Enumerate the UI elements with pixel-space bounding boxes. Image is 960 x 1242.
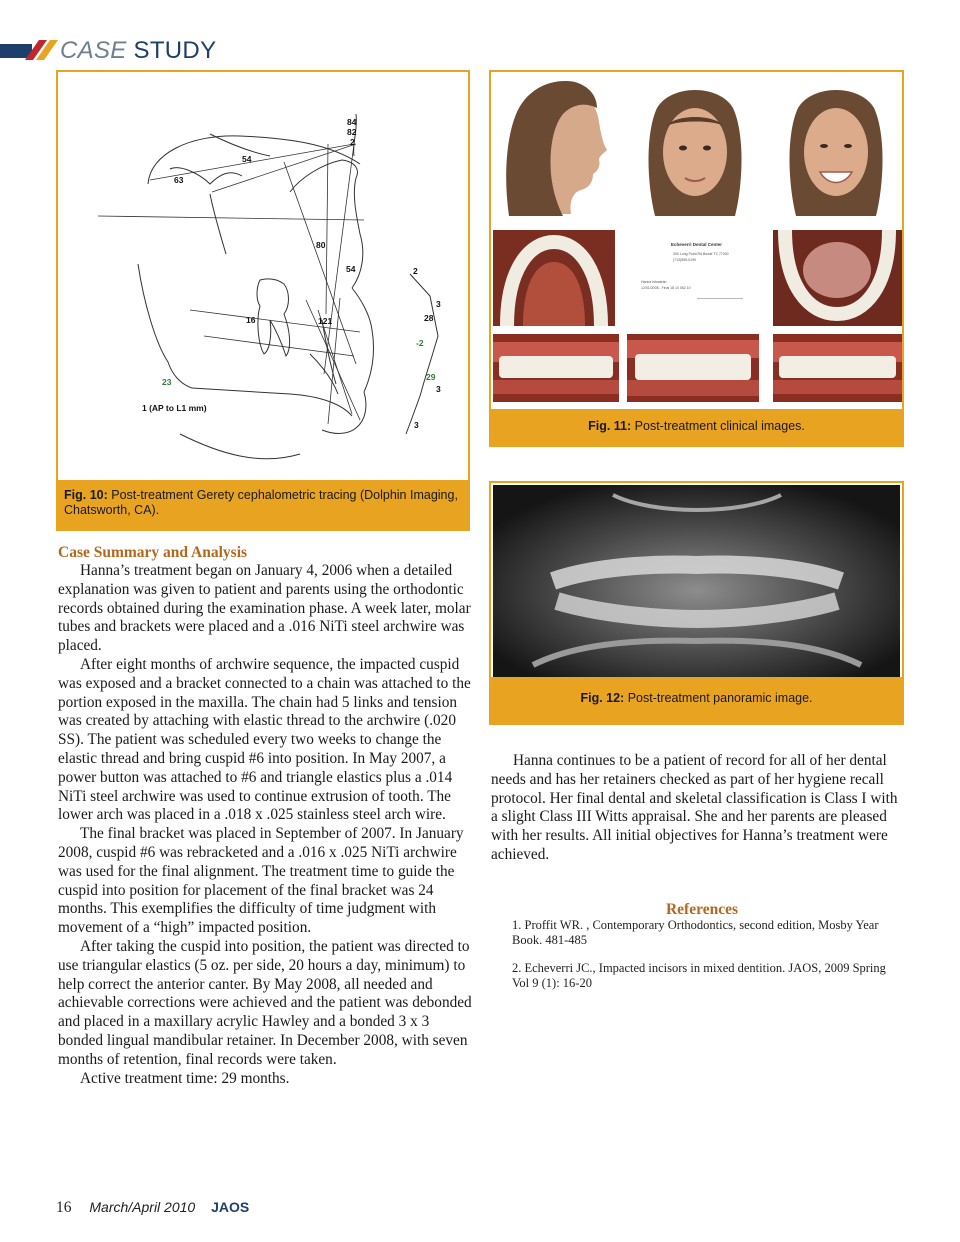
figure-10-caption-text: Post-treatment Gerety cephalometric tracing (Dolphin Imaging, Chatsworth, CA). (64, 488, 458, 517)
left-buccal-drawing (773, 334, 902, 402)
molar-outline (257, 279, 290, 356)
photo-profile (493, 74, 621, 216)
paragraph-2: After eight months of archwire sequence, the impacted cuspid was exposed and a bracket connected to a chain was attached to the portion exposed in the maxilla. The chain had 5 links and tension was created by attaching with elastic thread to the archwire (.020 SS). The patient was scheduled every two weeks to change the elastic thread and bring cuspid #6 into position. In May 2007, a power button was attached to #6 and triangle elastics plus a .014 NiTi steel archwire was used to continue extrusion of tooth. The lower arch was placed in a .018 x .025 stainless steel arch wire. (58, 655, 471, 824)
value-3-right: 3 (436, 299, 441, 309)
mandible-outline (138, 264, 192, 388)
form-line-2: (713)555-0199 (673, 258, 696, 262)
reference-item: 2. Echeverri JC., Impacted incisors in mixed dentition. JAOS, 2009 Spring Vol 9 (1): 16-20 (512, 961, 886, 990)
section-header (0, 36, 400, 66)
form-date: 12/01/2008 - Final 18 10 062 10 (641, 286, 691, 290)
value-28: 28 (424, 313, 434, 323)
value-29: 29 (426, 372, 436, 382)
value-1-ap-label: 1 (AP to L1 mm) (142, 403, 207, 413)
figure-10-caption (58, 480, 468, 529)
issue-date: March/April 2010 (89, 1199, 196, 1215)
smile-face-drawing (770, 74, 902, 216)
value-2-right: 2 (413, 266, 418, 276)
value-23: 23 (162, 377, 172, 387)
photo-lower-occlusal (773, 230, 902, 326)
figure-10-label: Fig. 10: (64, 488, 108, 502)
value-3-bottom: 3 (414, 420, 419, 430)
journal-name: JAOS (211, 1199, 250, 1215)
form-signature-line (697, 298, 743, 299)
section-title-case: CASE (60, 37, 127, 64)
figure-12-caption-text: Post-treatment panoramic image. (627, 691, 813, 705)
value-84: 84 (347, 117, 357, 127)
figure-12-caption (491, 677, 902, 723)
value-63: 63 (174, 175, 184, 185)
paragraph-6: Hanna continues to be a patient of record for all of her dental needs and has her retainers checked as part of her hygiene recall protocol. Her final dental and skeletal classification is Class I with a slight Class III Witts appraisal. She and her parents are pleased with her results. All initial objectives for Hanna’s treatment were achieved. (491, 752, 898, 863)
facial-line (324, 144, 354, 374)
photo-smile (770, 74, 902, 216)
reference-item: 1. Proffit WR. , Contemporary Orthodontics, second edition, Mosby Year Book. 481-485 (512, 918, 879, 947)
value-16: 16 (246, 315, 256, 325)
form-line-1: 300 Long Point Rd Bowie TX 77000 (673, 252, 729, 256)
paragraph-4: After taking the cuspid into position, the patient was directed to use triangular elastics (5 oz. per side, 20 hours a day, minimum) to help correct the anterior canter. By May 2008, all needed and achievable corrections were achieved and the patient was debonded and placed in a maxillary acrylic Hawley and a bonded 3 x 3 bonded lingual mandibular retainer. In December 2008, with seven months of retention, final records were taken. (58, 937, 472, 1068)
figure-11 (489, 70, 904, 447)
value-3-low: 3 (436, 384, 441, 394)
figure-12 (489, 481, 904, 725)
photo-frontal (627, 74, 763, 216)
figure-11-label: Fig. 11: (588, 419, 632, 433)
paragraph-1: Hanna’s treatment began on January 4, 2006 when a detailed explanation was given to patient and parents using the orthodontic records obtained during the examination phase. A week later, molar tubes and brackets were placed and a .016 NiTi steel archwire was placed. (58, 562, 471, 655)
page-footer (56, 1196, 249, 1218)
article-right-column (491, 752, 899, 865)
photo-frontal-intraoral (627, 334, 759, 402)
section-title-study: STUDY (133, 37, 217, 64)
value-54-top: 54 (242, 154, 252, 164)
figure-12-label: Fig. 12: (580, 691, 625, 705)
frontal-face-drawing (627, 74, 763, 216)
frankfort-line (98, 216, 364, 220)
value-82: 82 (347, 127, 357, 137)
panoramic-xray (493, 485, 900, 677)
value-54-mid: 54 (346, 264, 356, 274)
figure-11-caption (491, 409, 902, 445)
section-heading-summary: Case Summary and Analysis (58, 544, 248, 561)
right-buccal-drawing (493, 334, 619, 402)
form-title: Echeverri Dental Center (671, 242, 723, 247)
value-2-top: 2 (350, 137, 355, 147)
value-80: 80 (316, 240, 326, 250)
form-patient-name: Hanna Ishwaran (641, 280, 667, 284)
clinical-form (623, 230, 769, 326)
paragraph-5: Active treatment time: 29 months. (80, 1069, 290, 1087)
photo-right-buccal (493, 334, 619, 402)
page-number: 16 (56, 1199, 72, 1216)
value-neg2: -2 (416, 338, 424, 348)
references (512, 902, 892, 1004)
frontal-intraoral-drawing (627, 334, 759, 402)
upper-arch-drawing (493, 230, 615, 326)
value-121: 121 (318, 316, 333, 326)
cephalometric-tracing (60, 74, 466, 479)
article-left-column (58, 544, 472, 1088)
section-title (60, 36, 216, 66)
profile-face-drawing (493, 74, 621, 216)
references-title: References (665, 901, 738, 918)
photo-upper-occlusal (493, 230, 615, 326)
lower-arch-drawing (773, 230, 902, 326)
figure-10 (56, 70, 470, 531)
photo-left-buccal (773, 334, 902, 402)
figure-11-caption-text: Post-treatment clinical images. (634, 419, 805, 433)
paragraph-3: The final bracket was placed in September of 2007. In January 2008, cuspid #6 was rebracketed and a .016 x .025 NiTi archwire was used for the final alignment. The treatment time to guide the cuspid into position for placement of the final bracket was 24 months. This exemplifies the difficulty of time judgment with movement of a “high” impacted position. (58, 825, 464, 937)
